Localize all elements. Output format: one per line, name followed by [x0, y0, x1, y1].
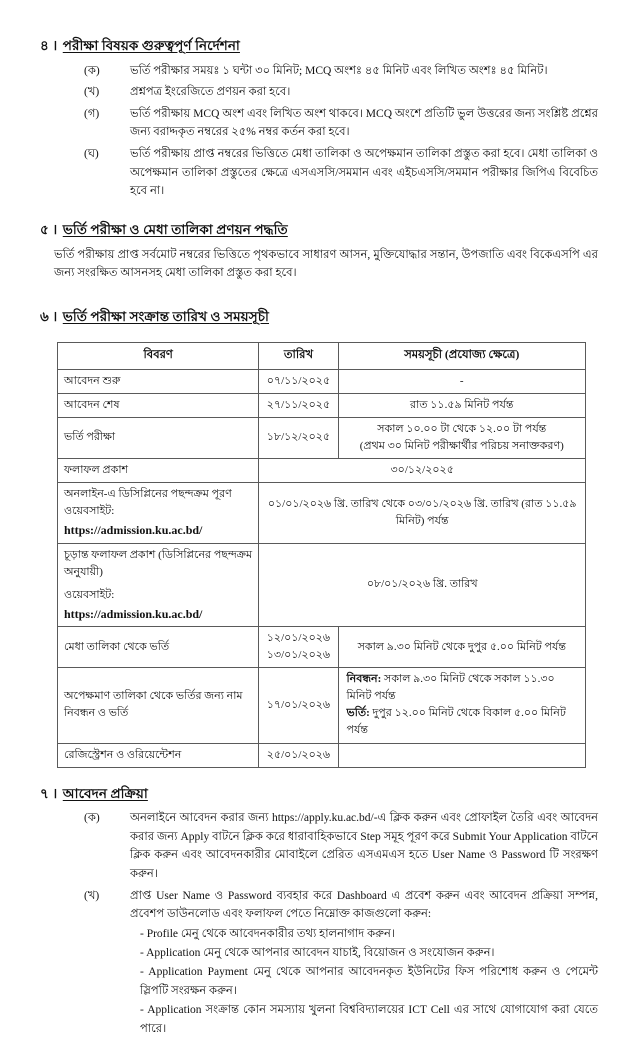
section-heading-5 [40, 220, 600, 240]
cell-date: ১৮/১২/২০২৫ [259, 417, 338, 458]
list-item [40, 887, 600, 1040]
cell-description: আবেদন শেষ [58, 393, 259, 417]
section-title-5: ভর্তি পরীক্ষা ও মেধা তালিকা প্রণয়ন পদ্ধতি [62, 221, 288, 237]
section-title-6: ভর্তি পরীক্ষা সংক্রান্ত তারিখ ও সময়সূচী [62, 309, 269, 325]
cell-description: মেধা তালিকা থেকে ভর্তি [58, 627, 259, 668]
cell-date: ০৭/১১/২০২৫ [259, 369, 338, 393]
list-item: - Profile মেনু থেকে আবেদনকারীর তথ্য হালনাগাদ করুন। [140, 927, 395, 940]
cell-merged-value: ০১/০১/২০২৬ খ্রি. তারিখ থেকে ০৩/০১/২০২৬ খ্রি. তারিখ (রাত ১১.৫৯ মিনিট) পর্যন্ত [259, 482, 586, 543]
admission-label: ভর্তি: [346, 707, 370, 720]
cell-desc-line-2: অনুযায়ী) [64, 565, 103, 578]
section-number-4: ৪ । [40, 38, 58, 53]
cell-date [259, 627, 338, 668]
table-header-row [58, 342, 586, 369]
cell-time-line-2: (প্রথম ৩০ মিনিট পরীক্ষার্থীর পরিচয় সনাক্তকরণ) [359, 439, 564, 452]
section-heading-4 [40, 36, 600, 56]
cell-merged-value: ০৮/০১/২০২৬ খ্রি. তারিখ [259, 543, 586, 627]
cell-time [338, 743, 585, 767]
admission-website-url[interactable]: https://admission.ku.ac.bd/ [64, 606, 203, 621]
cell-date-line-2: ১৩/০১/২০২৬ [266, 649, 331, 662]
table-row [58, 743, 586, 767]
list-item-text: প্রশ্নপত্র ইংরেজিতে প্রণয়ন করা হবে। [130, 86, 291, 99]
cell-desc-line-2: ওয়েবসাইট: [64, 504, 115, 517]
column-header-time: সময়সূচী (প্রযোজ্য ক্ষেত্রে) [338, 342, 585, 369]
cell-description: ফলাফল প্রকাশ [58, 458, 259, 482]
cell-description [58, 543, 259, 627]
cell-merged-value: ৩০/১২/২০২৫ [259, 458, 586, 482]
cell-desc-line-1: চূড়ান্ত ফলাফল প্রকাশ (ডিসিপ্লিনের পছন্দক্রম [64, 548, 253, 561]
section-4-list [40, 62, 600, 201]
section-title-4: পরীক্ষা বিষয়ক গুরুত্বপূর্ণ নির্দেশনা [62, 38, 240, 53]
spacer [40, 768, 600, 784]
cell-description: ভর্তি পরীক্ষা [58, 417, 259, 458]
list-marker: (গ) [84, 107, 100, 120]
section-number-5: ৫ । [40, 221, 58, 237]
table-row [58, 543, 586, 627]
cell-date: ১৭/০১/২০২৬ [259, 668, 338, 743]
registration-time: সকাল ৯.৩০ মিনিট থেকে সকাল ১১.৩০ মিনিট পর্যন্ত [346, 673, 555, 703]
section-heading-7 [40, 784, 600, 804]
schedule-table-wrapper [40, 342, 600, 768]
list-marker: (ঘ) [84, 148, 99, 161]
cell-date: ২৫/০১/২০২৬ [259, 743, 338, 767]
cell-time: - [338, 369, 585, 393]
list-item-text: অনলাইনে আবেদন করার জন্য https://apply.ku.ac.bd/-এ ক্লিক করুন এবং প্রোফাইল তৈরি এবং আবেদন করার জন্য Apply বাটনে ক্লিক করে ধারাবাহিকভাবে Step সমূহ পূরণ করে Submit Your Application বাটনে ক্লিক করুন এবং আবেদনকারীর মোবাইলে প্রেরিত এসএমএস হতে User Name ও Password টি সংরক্ষণ করুন। [130, 812, 598, 881]
column-header-description: বিবরণ [58, 342, 259, 369]
cell-time: রাত ১১.৫৯ মিনিট পর্যন্ত [338, 393, 585, 417]
spacer [40, 204, 600, 220]
cell-desc-line-1: অপেক্ষমাণ তালিকা থেকে ভর্তির জন্য নাম [64, 690, 243, 703]
list-marker: (ক) [84, 64, 100, 77]
cell-description [58, 668, 259, 743]
list-marker: (ক) [84, 812, 100, 825]
list-item-text: প্রাপ্ত User Name ও Password ব্যবহার করে Dashboard এ প্রবেশ করুন এবং আবেদন প্রক্রিয়া সম্পন্ন, প্রবেশপ ডাউনলোড এবং ফলাফল পেতে নিম্নোক্ত কাজগুলো করুন: [130, 889, 598, 921]
admission-website-url[interactable]: https://admission.ku.ac.bd/ [64, 522, 203, 537]
list-marker: (খ) [84, 86, 100, 99]
cell-desc-line-3: ওয়েবসাইট: [64, 588, 115, 601]
cell-time [338, 668, 585, 743]
list-item [40, 83, 600, 102]
list-item [40, 809, 600, 884]
admission-time: দুপুর ১২.০০ মিনিট থেকে বিকাল ৫.০০ মিনিট পর্যন্ত [346, 707, 566, 737]
list-item: - Application সংক্রান্ত কোন সমস্যায় খুলনা বিশ্ববিদ্যালয়ের ICT Cell এর সাথে যোগাযোগ করা যেতে পারে। [140, 1004, 598, 1036]
list-item [40, 105, 600, 142]
cell-date: ২৭/১১/২০২৫ [259, 393, 338, 417]
section-number-7: ৭ । [40, 785, 58, 801]
cell-date-line-1: ১২/০১/২০২৬ [266, 632, 331, 645]
cell-description: আবেদন শুরু [58, 369, 259, 393]
spacer [40, 287, 600, 307]
table-row [58, 369, 586, 393]
table-row [58, 393, 586, 417]
list-item [40, 62, 600, 81]
cell-description [58, 482, 259, 543]
section-5-paragraph: ভর্তি পরীক্ষায় প্রাপ্ত সর্বমোট নম্বরের ভিত্তিতে পৃথকভাবে সাধারণ আসন, মুক্তিযোদ্ধার সন্তান, উপজাতি এবং বিকেএসপি এর জন্য সংরক্ষিত আসনসহ মেধা তালিকা প্রস্তুত করা হবে। [54, 248, 598, 280]
spacer [40, 333, 600, 342]
table-row [58, 627, 586, 668]
section-number-6: ৬ । [40, 309, 58, 325]
list-item: - Application মেনু থেকে আপনার আবেদন যাচাই, বিয়োজন ও সংযোজন করুন। [140, 946, 495, 959]
list-item-text: ভর্তি পরীক্ষায় MCQ অংশ এবং লিখিত অংশ থাকবে। MCQ অংশে প্রতিটি ভুল উত্তরের জন্য সংশ্লিষ্ট প্রশ্নের জন্য বরাদ্দকৃত নম্বরের ২৫% নম্বর কর্তন করা হবে। [130, 107, 598, 139]
table-row [58, 417, 586, 458]
list-item-text: ভর্তি পরীক্ষার সময়ঃ ১ ঘন্টা ৩০ মিনিট; MCQ অংশঃ ৪৫ মিনিট এবং লিখিত অংশঃ ৪৫ মিনিট। [130, 64, 548, 77]
cell-desc-line-2: নিবন্ধন ও ভর্তি [64, 707, 129, 720]
dashboard-steps-list [130, 925, 598, 1039]
cell-time-line-1: সকাল ১০.০০ টা থেকে ১২.০০ টা পর্যন্ত [377, 422, 547, 435]
list-item-body [130, 887, 600, 1040]
schedule-table [57, 342, 586, 768]
list-item: - Application Payment মেনু থেকে আপনার আবেদনকৃত ইউনিটের ফিস পরিশোধ করুন ও পেমেন্ট স্লিপটি সংরক্ষন করুন। [140, 966, 598, 998]
list-item-text: ভর্তি পরীক্ষায় প্রাপ্ত নম্বরের ভিত্তিতে মেধা তালিকা ও অপেক্ষমান তালিকা প্রস্তুত করা হবে। মেধা তালিকা ও অপেক্ষমান তালিকা প্রস্তুতের ক্ষেত্রে এসএসসি/সমমান এবং এইচএসসি/সমমান পরীক্ষার জিপিএ বিবেচিত হবে না। [130, 148, 598, 198]
table-row [58, 482, 586, 543]
section-heading-6 [40, 307, 600, 327]
list-marker: (খ) [84, 889, 100, 902]
cell-desc-line-1: অনলাইন-এ ডিসিপ্লিনের পছন্দক্রম পূরণ [64, 487, 232, 500]
table-row [58, 458, 586, 482]
cell-description: রেজিস্ট্রেশন ও ওরিয়েন্টেশন [58, 743, 259, 767]
section-title-7: আবেদন প্রক্রিয়া [62, 785, 148, 801]
registration-time-line [345, 671, 579, 705]
section-7-list [40, 809, 600, 1039]
cell-time [338, 417, 585, 458]
column-header-date: তারিখ [259, 342, 338, 369]
admission-time-line [345, 705, 579, 739]
document-content [40, 36, 600, 1042]
table-row [58, 668, 586, 743]
list-item [40, 145, 600, 201]
cell-time: সকাল ৯.৩০ মিনিট থেকে দুপুর ৫.০০ মিনিট পর্যন্ত [338, 627, 585, 668]
registration-label: নিবন্ধন: [346, 673, 382, 686]
